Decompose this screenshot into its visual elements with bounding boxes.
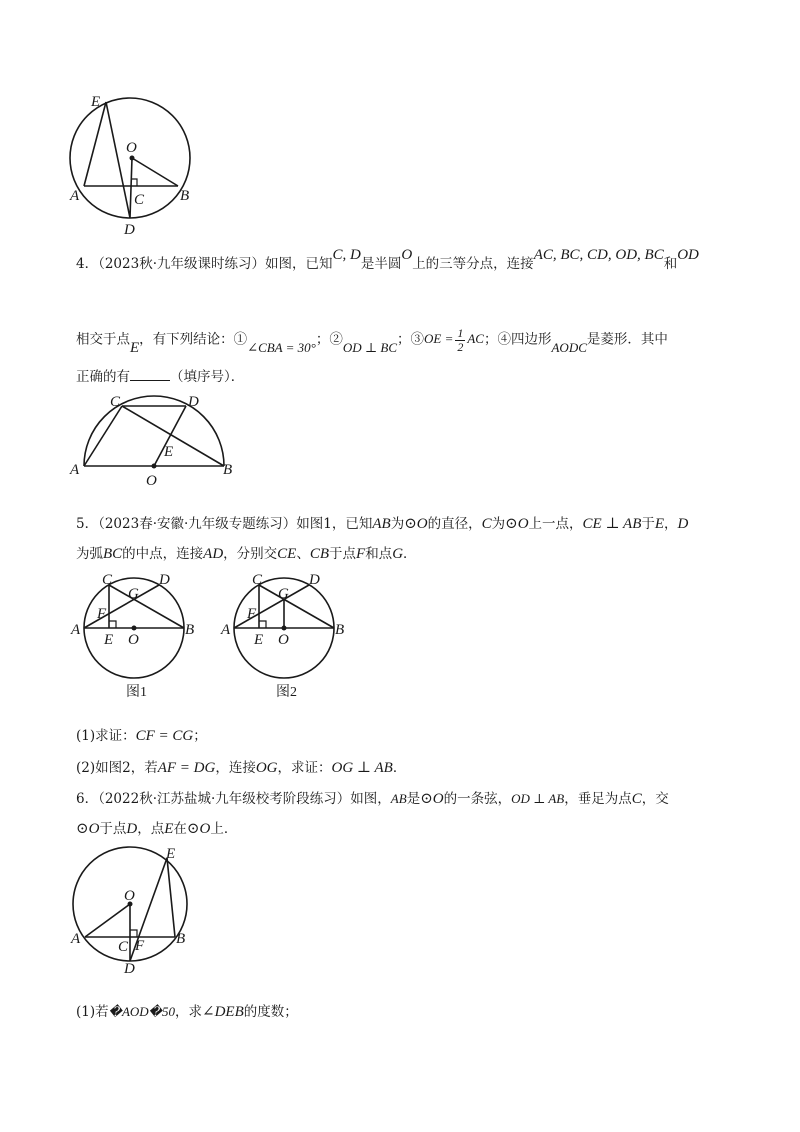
q6-sub-1: (1)若�AOD�50，求∠DEB的度数； — [76, 1004, 298, 1020]
conclusion-3: OE = $\frac{1}{2}$ AC — [424, 326, 484, 354]
right-angle-mark — [259, 621, 266, 628]
label-d: D — [124, 222, 135, 238]
label-a: A — [70, 188, 80, 204]
segment-od — [130, 158, 132, 218]
label-b: B — [223, 462, 233, 478]
q6-line-1: 6．（2022秋·江苏盐城·九年级校考阶段练习）如图，AB是⊙O的一条弦，OD ⊥ AB，垂足为点C，交 — [76, 791, 669, 807]
label-d: D — [159, 572, 170, 588]
question-number: 4． — [76, 256, 99, 272]
label-b: B — [176, 931, 186, 947]
right-angle-mark — [109, 621, 116, 628]
center-point — [282, 626, 287, 631]
label-a: A — [71, 622, 81, 638]
q5-line-2: 为弧BC的中点，连接AD，分别交CE、CB于点F和点G． — [76, 546, 417, 562]
center-point — [132, 626, 137, 631]
label-e: E — [104, 632, 114, 648]
figure-caption: 图2 — [276, 685, 297, 700]
label-c: C — [110, 394, 121, 410]
label-b: B — [335, 622, 345, 638]
q5-sub-2: (2)如图2，若AF = DG，连接OG，求证：OG ⊥ AB． — [76, 760, 407, 776]
center-point — [130, 156, 135, 161]
label-o: O — [278, 632, 289, 648]
segment-ed — [106, 102, 130, 218]
label-b: B — [180, 188, 190, 204]
conclusion-1: ∠CBA = 30° — [247, 340, 316, 356]
segment-ea — [84, 102, 106, 186]
label-o: O — [126, 140, 137, 156]
label-o: O — [124, 888, 135, 904]
label-d: D — [124, 961, 135, 977]
right-angle-mark — [130, 930, 137, 937]
math-segments: AC, BC, CD, OD, BC — [533, 247, 664, 263]
q5-sub-1: (1)求证：CF = CG； — [76, 728, 207, 744]
figure-5 — [62, 842, 202, 982]
label-d: D — [188, 394, 199, 410]
label-e: E — [166, 846, 176, 862]
label-g: G — [128, 586, 139, 602]
conclusion-2: OD ⊥ BC — [342, 340, 397, 356]
segment-oa — [85, 904, 130, 937]
figure-3 — [64, 572, 214, 700]
q4-line-3: 正确的有 （填序号）． — [76, 366, 244, 387]
label-f: F — [247, 606, 257, 622]
label-a: A — [221, 622, 231, 638]
question-source: （2022秋·江苏盐城·九年级校考阶段练习） — [98, 791, 351, 807]
label-a: A — [70, 462, 80, 478]
label-e: E — [91, 94, 101, 110]
label-c: C — [118, 939, 129, 955]
question-source: （2023秋·九年级课时练习） — [98, 256, 265, 272]
label-f: F — [97, 606, 107, 622]
question-number: 5． — [76, 516, 99, 532]
q6-line-2: ⊙O于点D，点E在⊙O上． — [76, 821, 238, 837]
figure-caption: 图1 — [126, 685, 147, 700]
figure-1 — [60, 88, 210, 238]
math-cd: C, D — [332, 247, 361, 263]
math-o: O — [401, 247, 413, 263]
label-a: A — [71, 931, 81, 947]
label-e: E — [254, 632, 264, 648]
label-o: O — [128, 632, 139, 648]
math-od: OD — [677, 247, 699, 263]
answer-blank[interactable] — [130, 366, 170, 381]
label-c: C — [102, 572, 113, 588]
segment-eb — [167, 858, 175, 937]
label-d: D — [309, 572, 320, 588]
figure-4 — [214, 572, 364, 700]
segment-ob — [132, 158, 178, 186]
center-point — [152, 464, 157, 469]
label-b: B — [185, 622, 195, 638]
label-e: E — [164, 444, 174, 460]
question-source: （2023春·安徽·九年级专题练习） — [98, 516, 297, 532]
q4-line-1: 4．（2023秋·九年级课时练习）如图，已知C, D是半圆O上的三等分点，连接AC, BC, CD, OD, BC和OD — [76, 247, 699, 272]
conclusion-4: AODC — [551, 340, 587, 356]
label-g: G — [278, 586, 289, 602]
label-f: F — [135, 938, 145, 954]
label-c: C — [252, 572, 263, 588]
q4-line-2: 相交于点E，有下列结论：①∠CBA = 30°；②OD ⊥ BC；③OE = $\frac{1}{2}$ AC；④四边形AODC是菱形．其中 — [76, 326, 668, 357]
question-number: 6． — [76, 791, 99, 807]
q5-line-1: 5．（2023春·安徽·九年级专题练习）如图1，已知AB为⊙O的直径，C为⊙O上一点，CE ⊥ AB于E，D — [76, 516, 689, 532]
label-c: C — [134, 192, 145, 208]
figure-2 — [60, 392, 240, 492]
label-o: O — [146, 473, 157, 489]
math-e: E — [130, 340, 140, 357]
